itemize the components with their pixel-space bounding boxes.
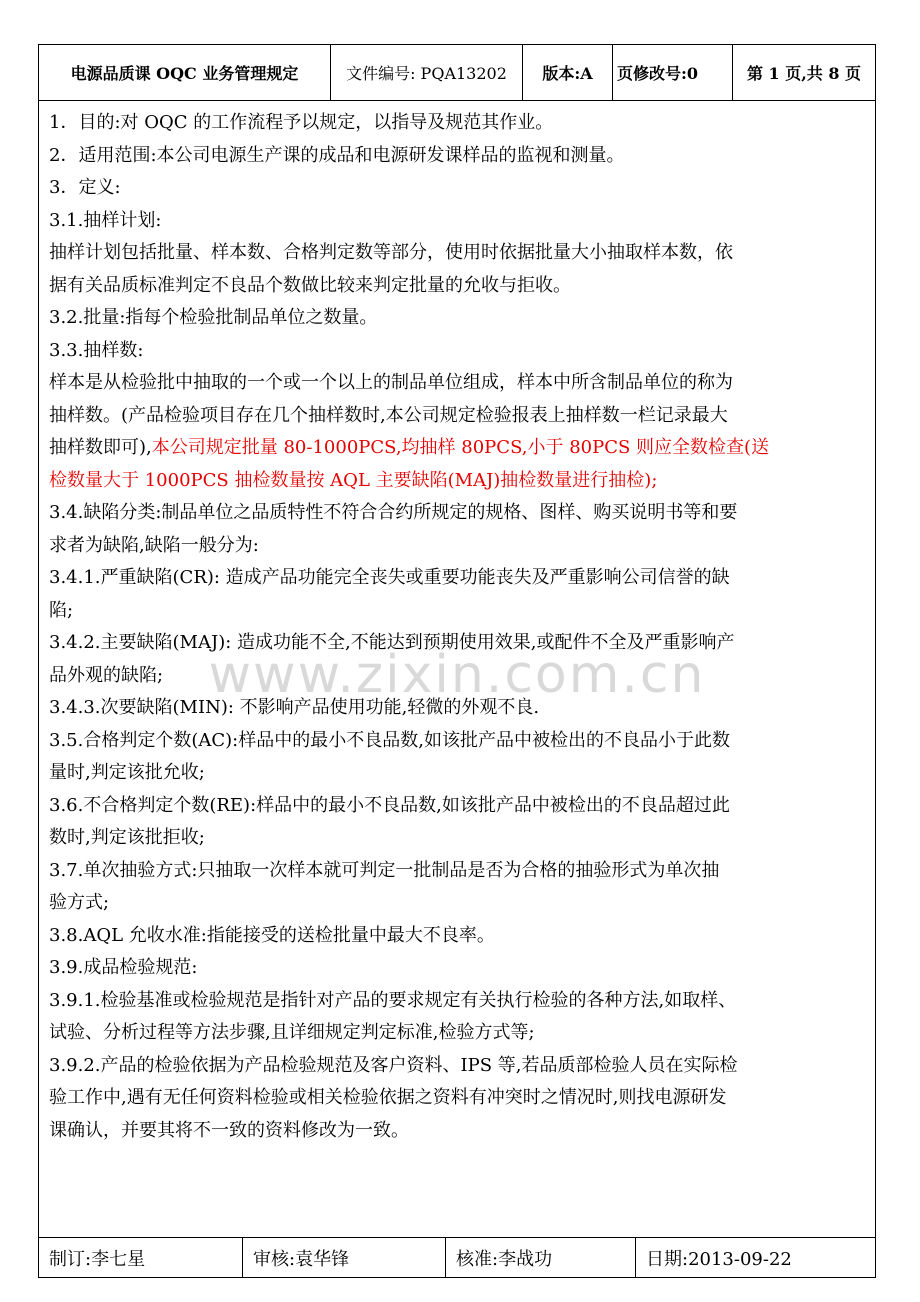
body-line xyxy=(49,1017,869,1050)
body-line-text: 样本是从检验批中抽取的一个或一个以上的制品单位组成，样本中所含制品单位的称为 xyxy=(49,372,733,393)
body-line xyxy=(49,952,869,985)
body-line-text: 据有关品质标准判定不良品个数做比较来判定批量的允收与拒收。 xyxy=(49,274,571,296)
body-line-text: 2．适用范围:本公司电源生产课的成品和电源研发课样品的监视和测量。 xyxy=(49,144,625,166)
document-date: 日期:2013-09-22 xyxy=(646,1248,792,1270)
body-line xyxy=(49,400,869,433)
body-line-text: 试验、分析过程等方法步骤,且详细规定判定标准,检验方式等; xyxy=(49,1022,535,1043)
body-line xyxy=(49,562,869,595)
reviewed-by: 审核:袁华锋 xyxy=(243,1238,446,1277)
body-line xyxy=(49,432,869,465)
body-line xyxy=(49,790,869,823)
body-line xyxy=(49,887,869,920)
body-line xyxy=(49,985,869,1018)
body-line xyxy=(49,465,869,498)
document-body xyxy=(49,107,869,1147)
body-line xyxy=(49,335,869,368)
body-line xyxy=(49,757,869,790)
approved-by: 核准:李战功 xyxy=(446,1238,636,1277)
body-line xyxy=(49,660,869,693)
body-line-text: 课确认，并要其将不一致的资料修改为一致。 xyxy=(49,1119,409,1141)
body-line-text: 抽样数。(产品检验项目存在几个抽样数时,本公司规定检验报表上抽样数一栏记录最大 xyxy=(49,404,728,426)
document-frame xyxy=(38,44,876,1278)
body-line xyxy=(49,1050,869,1083)
body-line xyxy=(49,855,869,888)
body-line-text: 3.4.缺陷分类:制品单位之品质特性不符合合约所规定的规格、图样、购买说明书等和要 xyxy=(49,502,738,523)
body-line xyxy=(49,237,869,270)
body-line-text: 品外观的缺陷; xyxy=(49,664,164,686)
page-number: 第 1 页,共 8 页 xyxy=(746,64,862,83)
body-line xyxy=(49,595,869,628)
body-line xyxy=(49,530,869,563)
body-line-text: 验工作中,遇有无任何资料检验或相关检验依据之资料有冲突时之情况时,则找电源研发 xyxy=(49,1087,727,1108)
body-line-text: 抽样数即可), xyxy=(49,437,152,458)
document-title: 电源品质课 OQC 业务管理规定 xyxy=(39,45,331,100)
body-line xyxy=(49,497,869,530)
body-line xyxy=(49,172,869,205)
body-line-text: 3.4.3.次要缺陷(MIN): 不影响产品使用功能,轻微的外观不良. xyxy=(49,697,540,718)
body-line-text: 3.9.成品检验规范: xyxy=(49,957,198,978)
body-line xyxy=(49,822,869,855)
body-line xyxy=(49,270,869,303)
body-line-text: 3.6.不合格判定个数(RE):样品中的最小不良品数,如该批产品中被检出的不良品超过此 xyxy=(49,794,730,816)
body-line xyxy=(49,920,869,953)
body-line-text: 1．目的:对 OQC 的工作流程予以规定，以指导及规范其作业。 xyxy=(49,112,554,133)
body-line xyxy=(49,140,869,173)
body-line xyxy=(49,205,869,238)
body-line-text: 陷; xyxy=(49,599,74,621)
body-line xyxy=(49,692,869,725)
body-line xyxy=(49,627,869,660)
body-line-text: 求者为缺陷,缺陷一般分为: xyxy=(49,534,259,556)
body-line xyxy=(49,725,869,758)
watermark: www.zixin.com.cn xyxy=(208,645,706,705)
body-line-text: 3．定义: xyxy=(49,177,121,198)
body-line xyxy=(49,302,869,335)
body-line-text: 3.5.合格判定个数(AC):样品中的最小不良品数,如该批产品中被检出的不良品小于此数 xyxy=(49,729,730,751)
body-line xyxy=(49,1082,869,1115)
document-number: 文件编号: PQA13202 xyxy=(331,45,523,100)
body-line xyxy=(49,107,869,140)
body-line-text: 3.4.1.严重缺陷(CR): 造成产品功能完全丧失或重要功能丧失及严重影响公司信誉的缺 xyxy=(49,567,730,588)
body-line-text: 3.8.AQL 允收水准:指能接受的送检批量中最大不良率。 xyxy=(49,924,495,946)
body-line-text: 数时,判定该批拒收; xyxy=(49,827,205,848)
body-line-text: 量时,判定该批允收; xyxy=(49,762,205,783)
page-revision: 页修改号:0 xyxy=(613,45,733,100)
body-line xyxy=(49,1115,869,1148)
body-line-text: 3.9.1.检验基准或检验规范是指针对产品的要求规定有关执行检验的各种方法,如取样、 xyxy=(49,989,737,1011)
body-line-highlight: 本公司规定批量 80-1000PCS,均抽样 80PCS,小于 80PCS 则应全数检查(送 xyxy=(151,437,770,458)
body-line-text: 验方式; xyxy=(49,892,110,913)
document-footer xyxy=(39,1237,875,1277)
body-line-text: 3.3.抽样数: xyxy=(49,339,144,361)
body-line-text: 3.7.单次抽验方式:只抽取一次样本就可判定一批制品是否为合格的抽验形式为单次抽 xyxy=(49,859,720,881)
body-line-text: 3.2.批量:指每个检验批制品单位之数量。 xyxy=(49,307,378,328)
prepared-by: 制订:李七星 xyxy=(39,1238,243,1277)
body-line-text: 3.4.2.主要缺陷(MAJ): 造成功能不全,不能达到预期使用效果,或配件不全及严重影响产 xyxy=(49,632,735,653)
body-line-highlight: 检数量大于 1000PCS 抽检数量按 AQL 主要缺陷(MAJ)抽检数量进行抽检); xyxy=(49,469,658,491)
body-line-text: 3.1.抽样计划: xyxy=(49,209,162,231)
document-header xyxy=(39,45,875,101)
body-line-text: 3.9.2.产品的检验依据为产品检验规范及客户资料、IPS 等,若品质部检验人员在实际检 xyxy=(49,1054,738,1076)
document-version: 版本:A xyxy=(523,45,613,100)
body-line xyxy=(49,367,869,400)
body-line-text: 抽样计划包括批量、样本数、合格判定数等部分，使用时依据批量大小抽取样本数，依 xyxy=(49,242,733,263)
